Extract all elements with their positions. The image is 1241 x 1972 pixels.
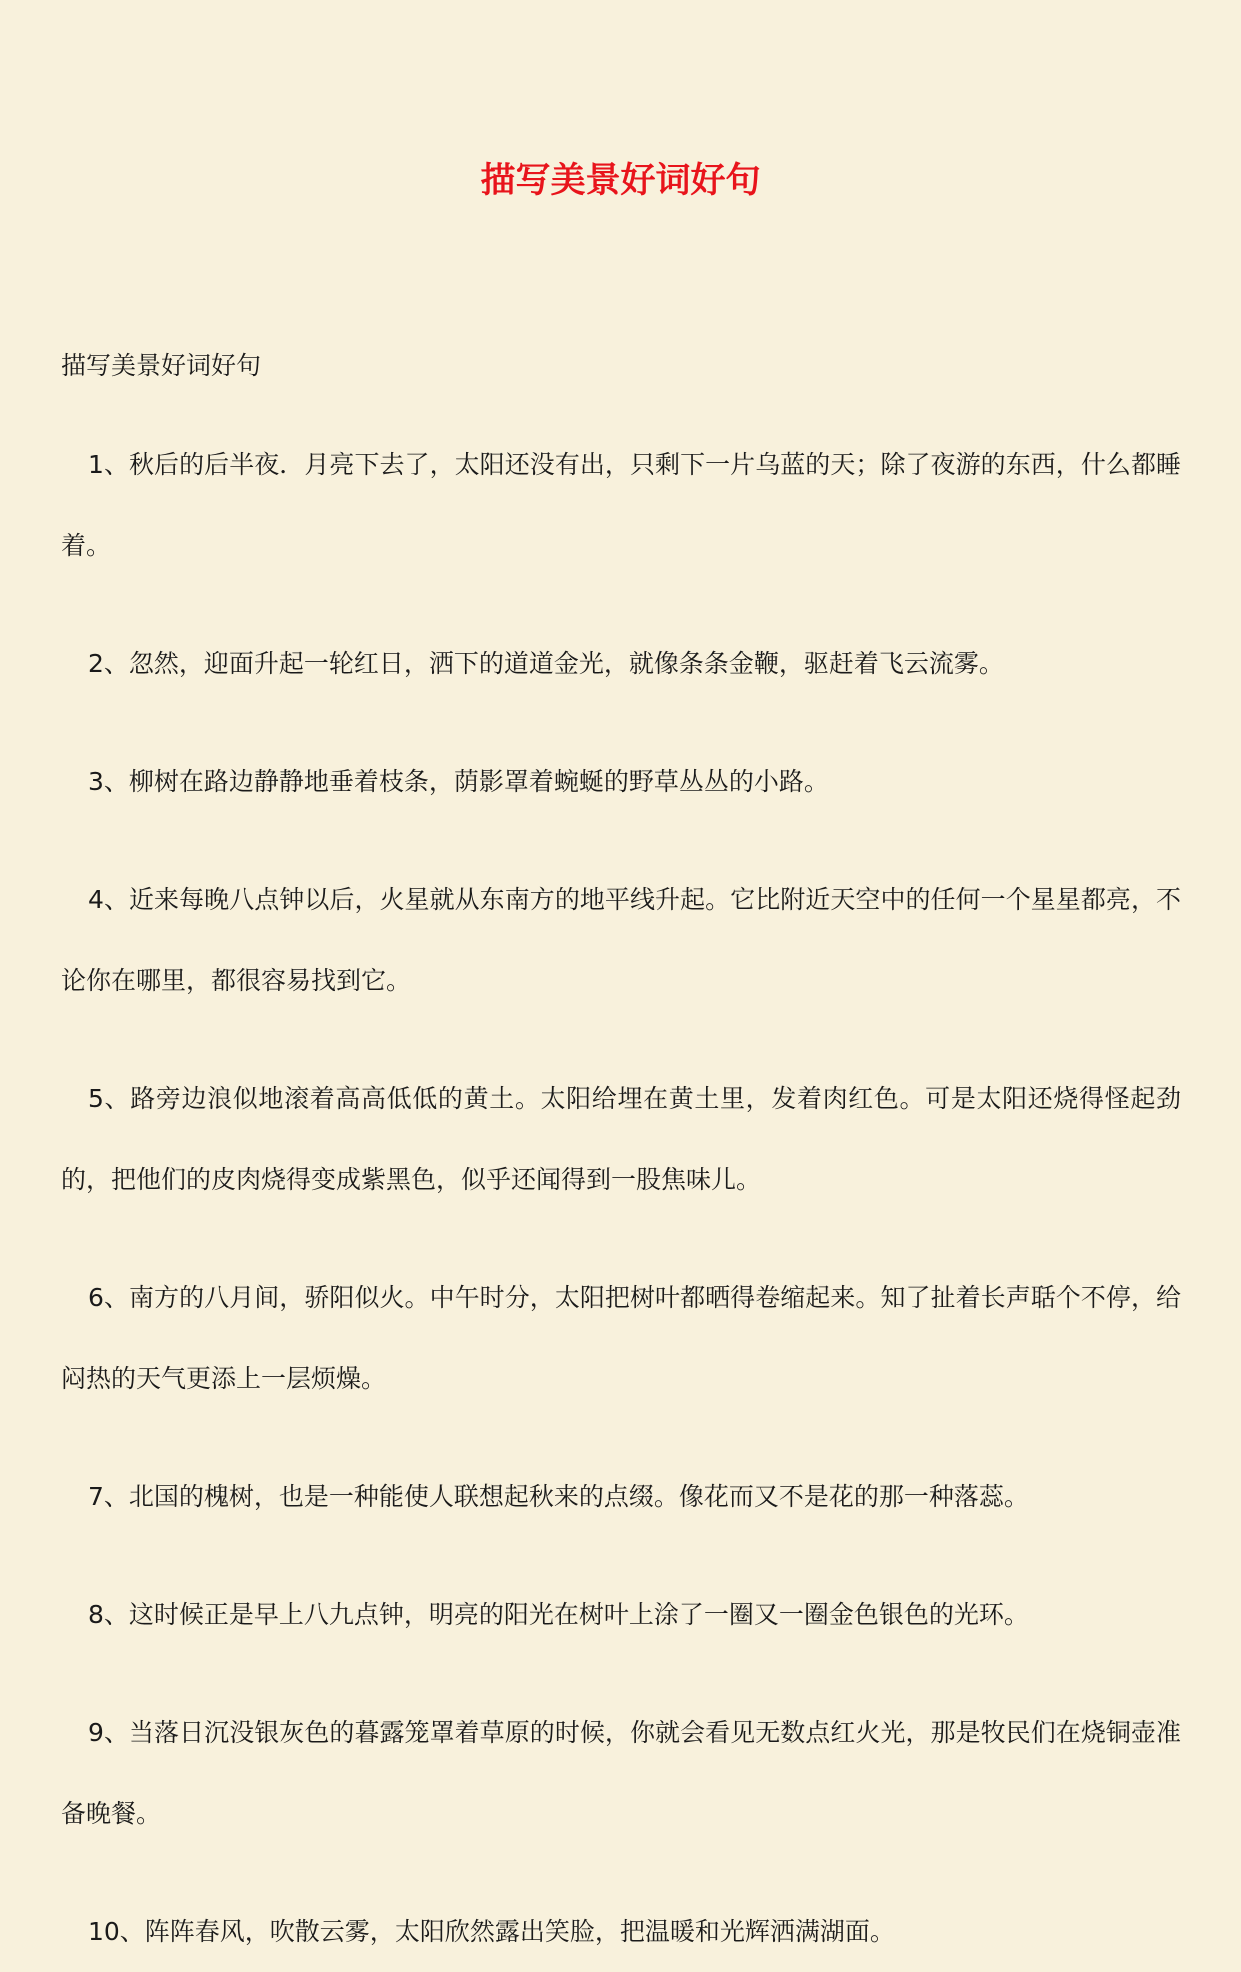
sentence-item-1: 1、秋后的后半夜．月亮下去了，太阳还没有出，只剩下一片乌蓝的天；除了夜游的东西，什么都睡着。	[61, 450, 1181, 560]
sentence-item-5: 5、路旁边浪似地滚着高高低低的黄土。太阳给埋在黄土里，发着肉红色。可是太阳还烧得怪起劲的，把他们的皮肉烧得变成紫黑色，似乎还闻得到一股焦味儿。	[61, 1084, 1181, 1194]
document-title: 描写美景好词好句	[480, 160, 761, 201]
sentence-item-4: 4、近来每晚八点钟以后，火星就从东南方的地平线升起。它比附近天空中的任何一个星星都亮，不论你在哪里，都很容易找到它。	[61, 885, 1181, 995]
sentence-item-3: 3、柳树在路边静静地垂着枝条，荫影罩着蜿蜒的野草丛丛的小路。	[88, 767, 829, 796]
document-body	[61, 344, 1181, 1972]
sentence-list	[61, 424, 1181, 1972]
sentence-item-2: 2、忽然，迎面升起一轮红日，洒下的道道金光，就像条条金鞭，驱赶着飞云流雾。	[88, 649, 1004, 678]
document-subtitle: 描写美景好词好句	[61, 351, 262, 380]
sentence-item-7: 7、北国的槐树，也是一种能使人联想起秋来的点缀。像花而又不是花的那一种落蕊。	[88, 1482, 1029, 1511]
sentence-item-10: 10、阵阵春风，吹散云雾，太阳欣然露出笑脸，把温暖和光辉洒满湖面。	[88, 1917, 895, 1946]
sentence-item-8: 8、这时候正是早上八九点钟，明亮的阳光在树叶上涂了一圈又一圈金色银色的光环。	[88, 1600, 1029, 1629]
sentence-item-9: 9、当落日沉没银灰色的暮露笼罩着草原的时候，你就会看见无数点红火光，那是牧民们在烧铜壶准备晚餐。	[61, 1718, 1181, 1828]
sentence-item-6: 6、南方的八月间，骄阳似火。中午时分，太阳把树叶都晒得卷缩起来。知了扯着长声聒个不停，给闷热的天气更添上一层烦燥。	[61, 1283, 1181, 1393]
